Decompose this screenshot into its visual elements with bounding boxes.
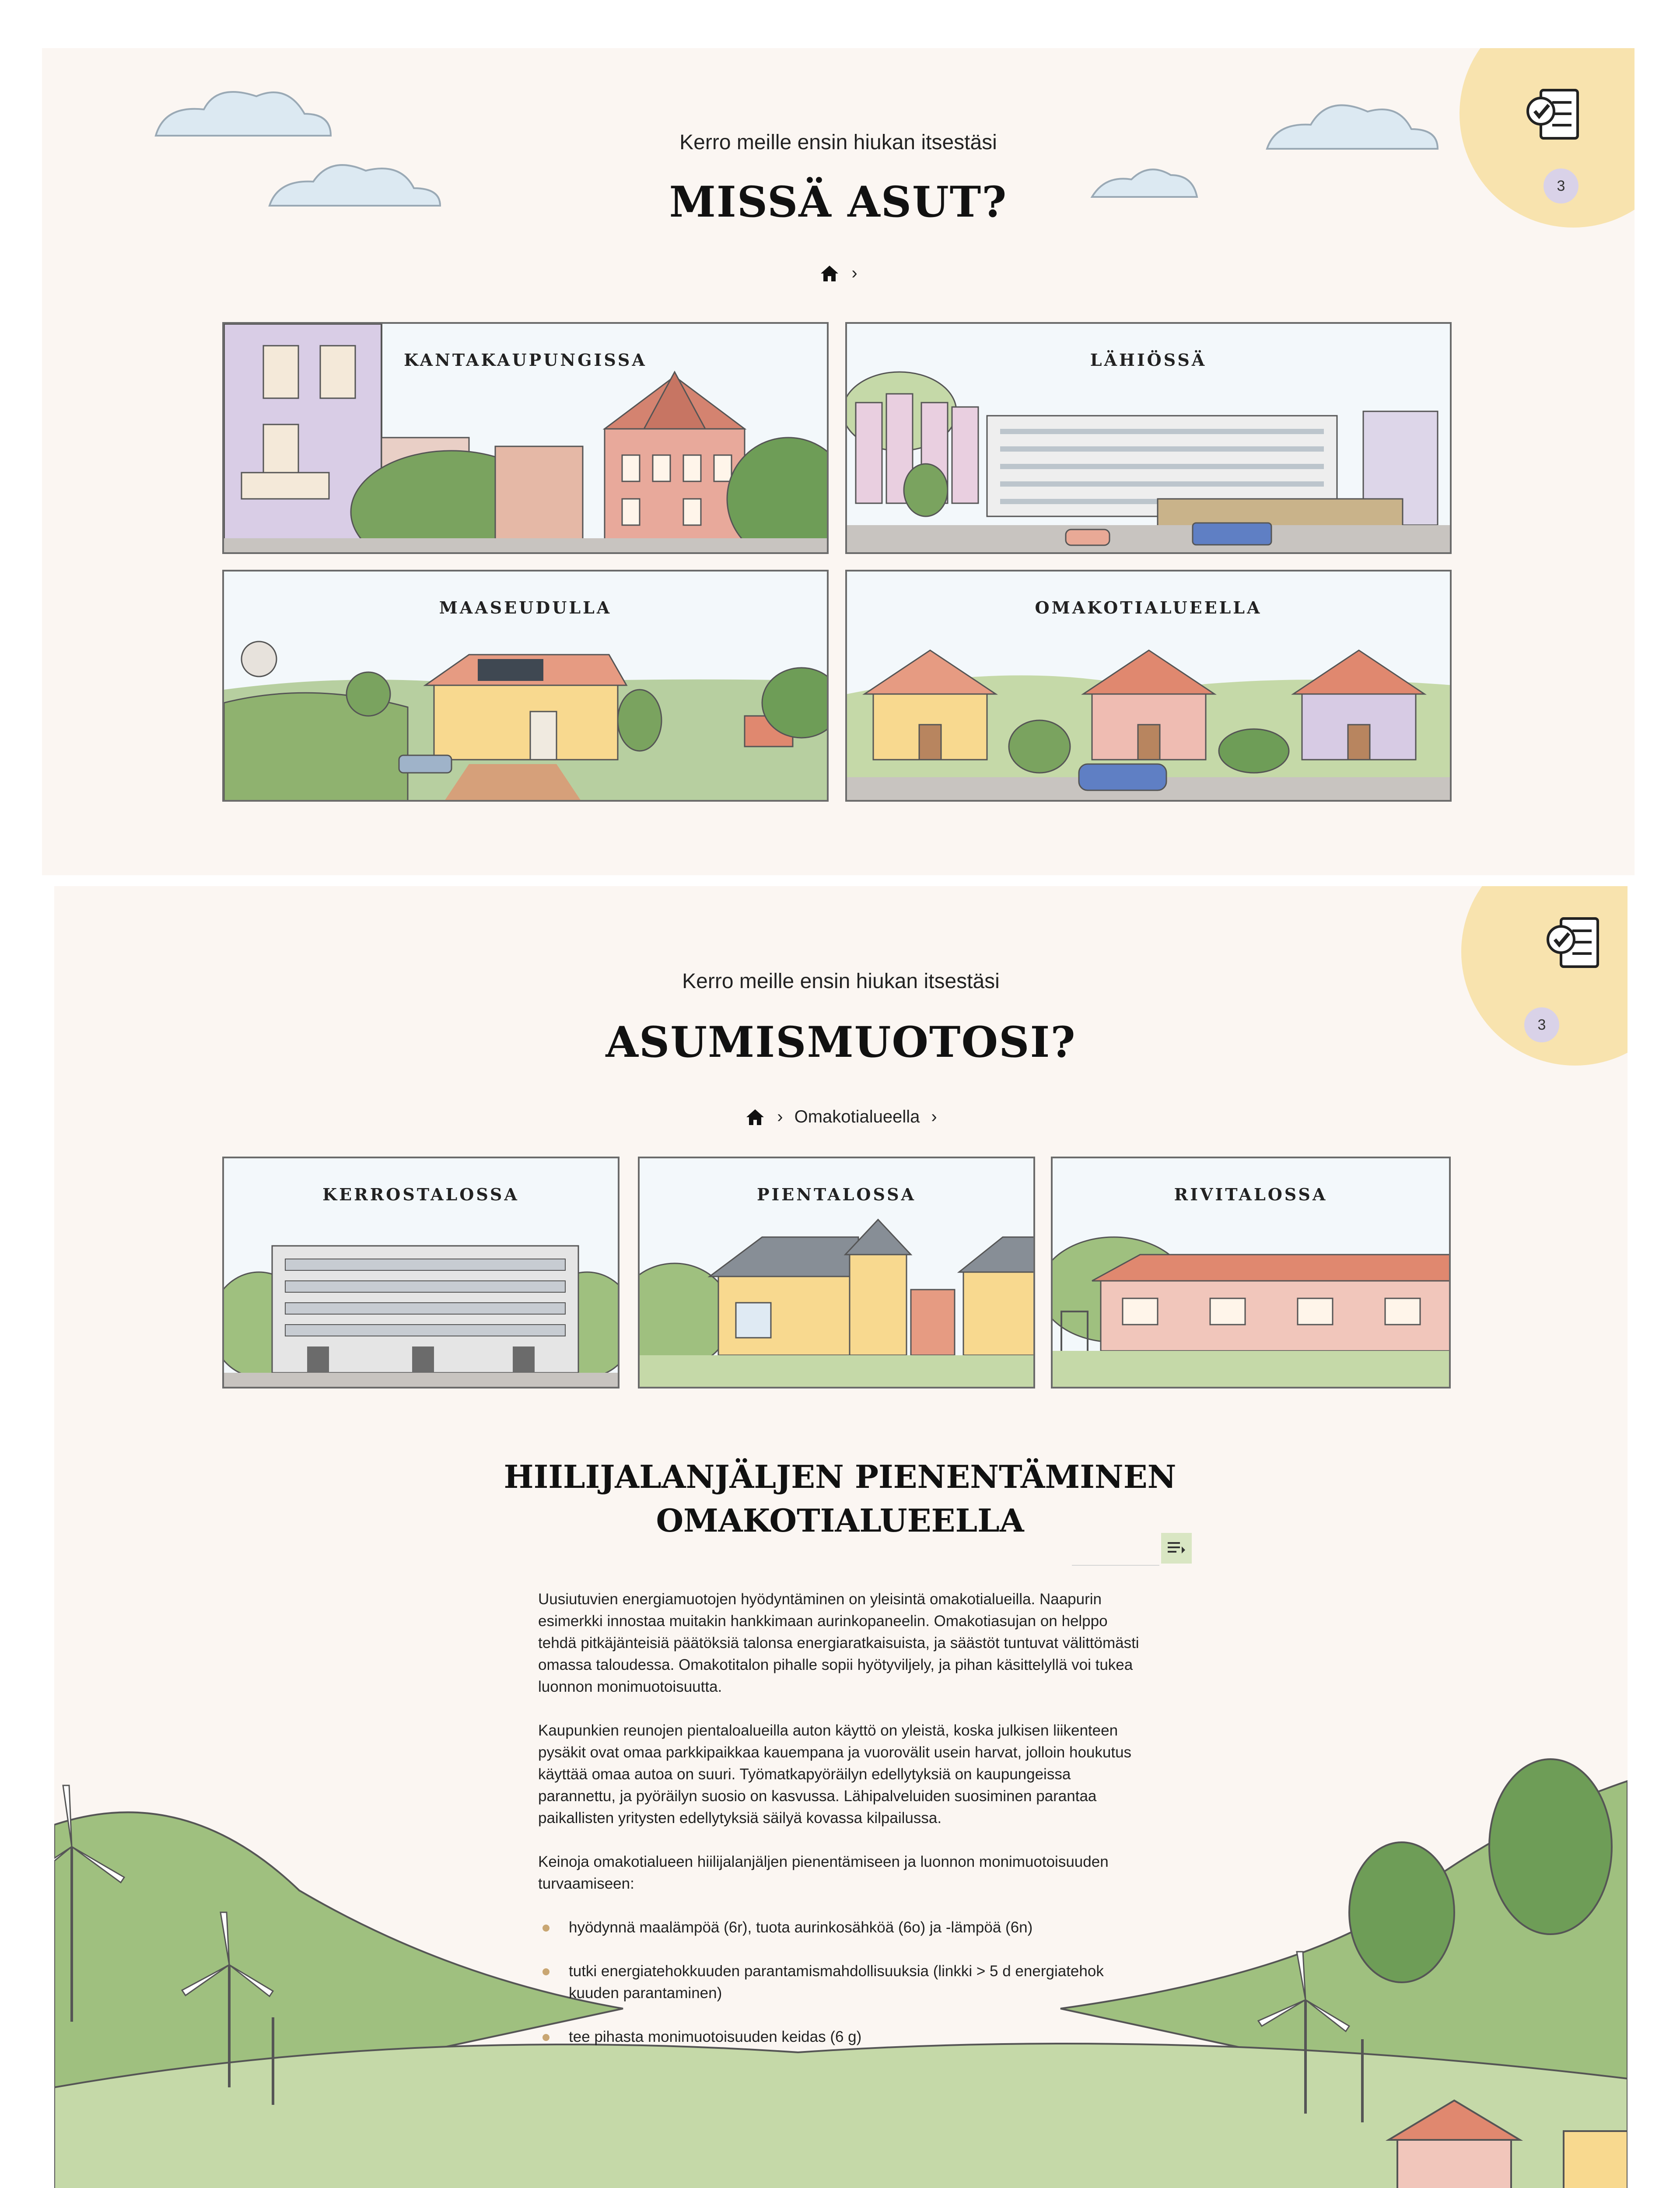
list-icon bbox=[1167, 1540, 1186, 1556]
list-item: tutki energiatehokkuuden parantamismahdollisuuksia (linkki > 5 d energiatehok kuuden parantaminen) bbox=[538, 1960, 1142, 2004]
breadcrumb-separator: › bbox=[777, 1107, 783, 1126]
article-paragraph: Kaupunkien reunojen pientaloalueilla auton käyttö on yleistä, koska julkisen liikenteen pysäkit ovat omaa parkkipaikkaa kauempana ja vuorovälit usein harvat, jolloin houkutus käyttää omaa autoa on suuri. Työmatkapyöräilyn edellytyksiä on kaupungeissa parannettu, ja pyöräilyn suosio on kasvussa. Lähipalveluiden suosiminen parantaa paikallisten yritysten edellytyksiä säilyä kovassa kilpailussa. bbox=[538, 1722, 1132, 1827]
article-paragraph: Keinoja omakotialueen hiilijalanjäljen pienentämiseen ja luonnon monimuotoisuuden turvaamiseen: bbox=[538, 1853, 1109, 1892]
option-label: PIENTALOSSA bbox=[756, 1185, 917, 1204]
article-title-line2: OMAKOTIALUEELLA bbox=[656, 1502, 1024, 1539]
step-1-section bbox=[42, 48, 1634, 875]
breadcrumb bbox=[54, 1107, 1628, 1127]
option-pientalossa[interactable] bbox=[638, 1157, 1035, 1389]
option-label: RIVITALOSSA bbox=[1174, 1185, 1328, 1204]
toc-divider bbox=[1072, 1565, 1159, 1566]
option-rivitalossa[interactable] bbox=[1051, 1157, 1451, 1389]
list-item: hyödynnä maalämpöä (6r), tuota aurinkosähköä (6o) ja -lämpöä (6n) bbox=[538, 1917, 1142, 1939]
option-maaseudulla[interactable] bbox=[222, 570, 829, 802]
breadcrumb-omakotialueella[interactable]: Omakotialueella bbox=[794, 1107, 920, 1126]
article-title-line1: HIILIJALANJÄLJEN PIENENTÄMINEN bbox=[504, 1458, 1176, 1495]
table-of-contents-button[interactable] bbox=[1161, 1533, 1192, 1564]
article-paragraph: Uusiutuvien energiamuotojen hyödyntäminen on yleisintä omakotialueilla. Naapurin esimerkki innostaa muitakin hankkimaan aurinkopaneelin. Omakotiasujan on helppo tehdä pitkäjänteisiä päätöksiä talonsa energiaratkaisuista, ja säästöt tuntuvat välittömästi omassa taloudessa. Omakotitalon pihalle sopii hyötyviljely, ja pihan käsittelyllä voi tukea luonnon monimuotoisuutta. bbox=[538, 1591, 1139, 1695]
breadcrumb-separator: › bbox=[851, 263, 858, 283]
checklist-icon bbox=[1544, 912, 1605, 974]
option-label: KANTAKAUPUNGISSA bbox=[404, 350, 647, 370]
breadcrumb bbox=[42, 263, 1634, 283]
option-label: OMAKOTIALUEELLA bbox=[1035, 598, 1262, 617]
option-lahiossa[interactable] bbox=[845, 322, 1452, 554]
home-icon[interactable] bbox=[745, 1108, 766, 1127]
home-icon[interactable] bbox=[819, 264, 840, 283]
step-number-badge: 3 bbox=[1524, 1007, 1559, 1042]
page-title: MISSÄ ASUT? bbox=[669, 177, 1008, 227]
breadcrumb-separator: › bbox=[931, 1107, 937, 1126]
article-body bbox=[538, 1588, 1142, 2070]
page-title: ASUMISMUOTOSI? bbox=[606, 1017, 1076, 1067]
option-kerrostalossa[interactable] bbox=[222, 1157, 620, 1389]
tips-list bbox=[538, 1917, 1142, 2048]
step-number-badge: 3 bbox=[1544, 168, 1578, 203]
option-omakotialueella[interactable] bbox=[845, 570, 1452, 802]
option-label: KERROSTALOSSA bbox=[322, 1185, 519, 1204]
intro-text: Kerro meille ensin hiukan itsestäsi bbox=[682, 970, 1000, 993]
option-label: LÄHIÖSSÄ bbox=[1090, 350, 1207, 370]
intro-text: Kerro meille ensin hiukan itsestäsi bbox=[679, 131, 997, 154]
list-item: tee pihasta monimuotoisuuden keidas (6 g) bbox=[538, 2026, 1142, 2048]
option-kantakaupungissa[interactable] bbox=[222, 322, 829, 554]
option-label: MAASEUDULLA bbox=[439, 598, 612, 617]
